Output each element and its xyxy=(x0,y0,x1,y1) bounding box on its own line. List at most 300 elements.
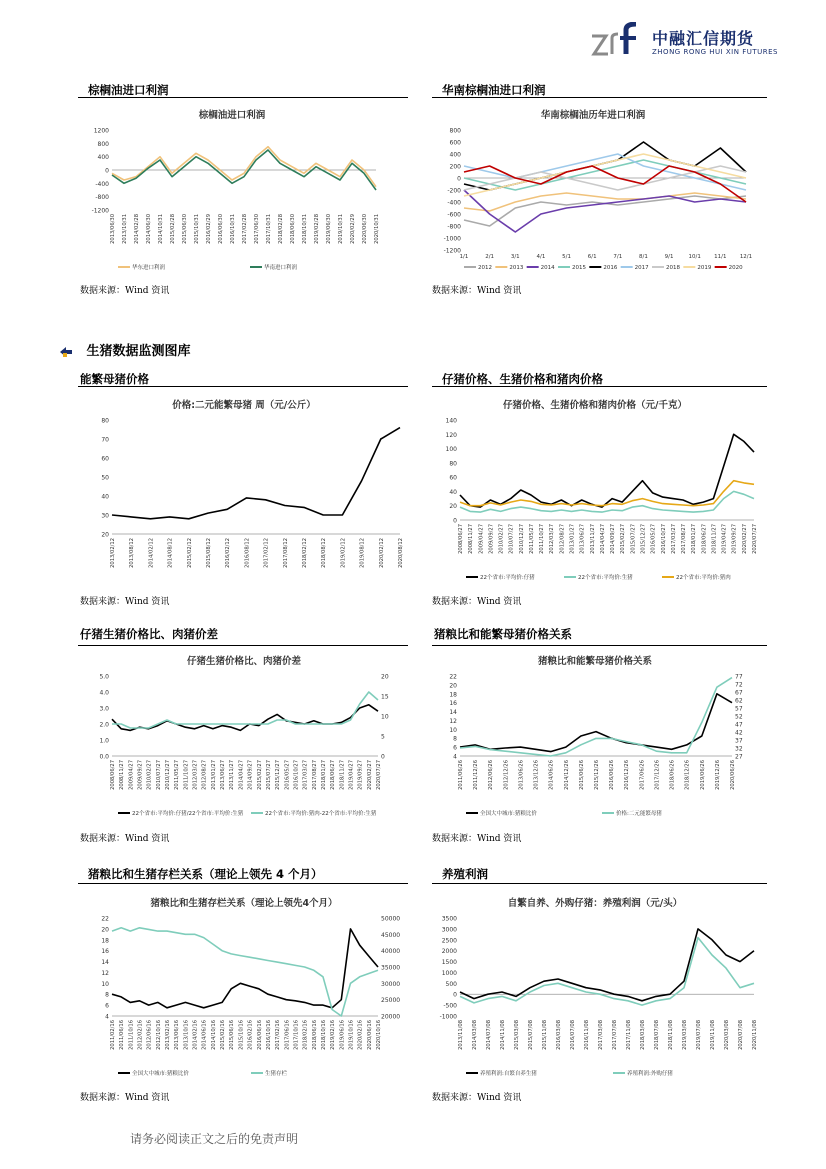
x-tick-label: 2018/12/26 xyxy=(684,760,691,790)
x-tick-label: 2018/03/08 xyxy=(640,1020,646,1050)
x-tick-label: 2013/08/12 xyxy=(129,538,136,568)
x-tick-label: 2008/11/27 xyxy=(468,524,475,554)
x-tick-label: 2015/02/12 xyxy=(186,538,193,568)
y-tick-label: 8 xyxy=(453,735,457,743)
x-tick-label: 6/1 xyxy=(587,254,597,260)
y-tick-label: 1200 xyxy=(93,127,109,135)
x-tick-label: 2014/02/28 xyxy=(134,214,140,244)
chart-title: 价格:二元能繁母猪 周（元/公斤） xyxy=(172,400,316,411)
x-tick-label: 2014/06/26 xyxy=(548,760,555,790)
chart-svg xyxy=(430,892,760,1080)
y-tick-label: 3000 xyxy=(441,926,457,934)
x-tick-label: 2019/03/08 xyxy=(682,1020,688,1050)
y2-tick-label: 15 xyxy=(381,693,389,701)
y-tick-label: 14 xyxy=(449,709,457,717)
x-tick-label: 2013/06/27 xyxy=(220,760,227,790)
x-tick-label: 2015/02/27 xyxy=(620,524,627,554)
y-tick-label: 2.0 xyxy=(99,721,109,729)
x-tick-label: 2018/02/12 xyxy=(302,538,308,568)
chart-svg xyxy=(430,394,760,584)
chart-svg xyxy=(82,394,406,584)
y-tick-label: 0 xyxy=(105,167,109,175)
legend-label: 2012 xyxy=(478,265,492,271)
data-source: 数据来源：Wind 资讯 xyxy=(432,597,522,607)
y2-tick-label: 57 xyxy=(735,705,743,713)
x-tick-label: 2013/06/30 xyxy=(110,214,116,244)
x-tick-label: 2008/06/27 xyxy=(110,760,116,790)
heading-rule xyxy=(432,883,767,884)
x-tick-label: 2014/03/08 xyxy=(472,1020,478,1050)
legend-label: 22个省市:平均价:猪肉 xyxy=(676,575,731,581)
x-tick-label: 2020/06/26 xyxy=(730,760,736,790)
x-tick-label: 2015/12/27 xyxy=(275,760,282,790)
y-tick-label: 140 xyxy=(445,417,457,425)
legend-label: 全国大中城市:猪粮比价 xyxy=(480,811,537,817)
chart xyxy=(82,394,406,584)
y-tick-label: 0.0 xyxy=(99,753,109,761)
x-tick-label: 2015/10/16 xyxy=(238,1020,245,1050)
legend-label: 华东进口利润 xyxy=(132,265,166,271)
y-tick-label: 70 xyxy=(101,436,109,444)
x-tick-label: 2019/08/12 xyxy=(359,538,366,568)
y-tick-label: 50 xyxy=(101,474,109,482)
x-tick-label: 2016/10/27 xyxy=(293,760,300,790)
y-tick-label: -200 xyxy=(447,187,461,195)
y2-tick-label: 52 xyxy=(735,713,743,721)
y-tick-label: -1200 xyxy=(91,207,109,215)
legend-label: 2016 xyxy=(603,265,618,271)
x-tick-label: 2019/06/30 xyxy=(326,214,332,244)
chart xyxy=(82,104,382,274)
heading-rule xyxy=(78,645,408,646)
x-tick-label: 2018/08/12 xyxy=(321,538,328,568)
x-tick-label: 2013/10/31 xyxy=(122,214,128,244)
y2-tick-label: 47 xyxy=(735,721,743,729)
y2-tick-label: 40000 xyxy=(381,948,401,956)
x-tick-label: 2014/10/31 xyxy=(158,214,164,244)
x-tick-label: 2012/10/16 xyxy=(155,1020,162,1050)
x-tick-label: 2018/07/08 xyxy=(654,1020,660,1050)
x-tick-label: 2014/11/08 xyxy=(500,1020,506,1050)
x-tick-label: 2017/02/28 xyxy=(242,214,248,244)
x-tick-label: 2011/05/27 xyxy=(174,760,181,790)
x-tick-label: 2013/11/27 xyxy=(589,524,596,554)
x-tick-label: 2019/09/27 xyxy=(731,524,738,554)
x-tick-label: 2020/06/30 xyxy=(362,214,368,244)
x-tick-label: 2018/06/16 xyxy=(311,1020,318,1050)
series-line xyxy=(460,434,754,507)
x-tick-label: 2015/06/30 xyxy=(182,214,188,244)
y-tick-label: 0 xyxy=(453,991,457,999)
chart xyxy=(82,892,406,1080)
series-line xyxy=(464,193,746,211)
chart-heading: 仔猪价格、生猪价格和猪肉价格 xyxy=(442,372,603,386)
y-tick-label: -800 xyxy=(447,223,461,231)
x-tick-label: 2011/10/16 xyxy=(128,1020,135,1050)
x-tick-label: 12/1 xyxy=(739,254,752,260)
x-tick-label: 2015/07/27 xyxy=(630,524,637,554)
x-tick-label: 2014/09/27 xyxy=(610,524,617,554)
legend-label: 2018 xyxy=(666,265,680,271)
legend-label: 2020 xyxy=(728,265,743,271)
y2-tick-label: 67 xyxy=(735,689,743,697)
data-source: 数据来源：Wind 资讯 xyxy=(80,1093,170,1103)
x-tick-label: 2013/11/27 xyxy=(229,760,236,790)
x-tick-label: 2019/09/27 xyxy=(357,760,364,790)
x-tick-label: 2014/02/12 xyxy=(148,538,155,568)
y-tick-label: -400 xyxy=(95,180,109,188)
x-tick-label: 2020/02/27 xyxy=(366,760,373,790)
heading-rule xyxy=(432,645,767,646)
x-tick-label: 2013/01/27 xyxy=(569,524,576,554)
data-source: 数据来源：Wind 资讯 xyxy=(432,286,522,296)
y-tick-label: 22 xyxy=(101,915,109,923)
x-tick-label: 2013/01/27 xyxy=(210,760,217,790)
x-tick-label: 2014/04/27 xyxy=(238,760,245,790)
x-tick-label: 2018/06/27 xyxy=(701,524,708,554)
y-tick-label: 200 xyxy=(449,163,461,171)
data-source: 数据来源：Wind 资讯 xyxy=(80,597,170,607)
x-tick-label: 2017/03/27 xyxy=(670,524,677,554)
x-tick-label: 2016/03/08 xyxy=(556,1020,562,1050)
y2-tick-label: 25000 xyxy=(381,997,401,1005)
y-tick-label: 14 xyxy=(101,959,109,967)
x-tick-label: 2014/08/12 xyxy=(167,538,174,568)
heading-rule xyxy=(78,386,408,387)
y-tick-label: 2000 xyxy=(441,948,457,956)
x-tick-label: 2018/01/27 xyxy=(320,760,327,790)
series-line xyxy=(464,142,746,190)
x-tick-label: 9/1 xyxy=(664,254,674,260)
x-tick-label: 2011/06/16 xyxy=(119,1020,126,1050)
x-tick-label: 2020/11/08 xyxy=(752,1020,758,1050)
y-tick-label: 1000 xyxy=(441,969,457,977)
x-tick-label: 2013/06/16 xyxy=(174,1020,181,1050)
x-tick-label: 2018/01/27 xyxy=(691,524,698,554)
x-tick-label: 2011/05/27 xyxy=(528,524,535,554)
x-tick-label: 2015/02/27 xyxy=(256,760,263,790)
x-tick-label: 2010/12/27 xyxy=(165,760,172,790)
x-tick-label: 2020/07/08 xyxy=(738,1020,744,1050)
legend-label: 22个省市:平均价:仔猪/22个省市:平均价:生猪 xyxy=(132,811,244,817)
chart-heading: 仔猪生猪价格比、肉猪价差 xyxy=(80,627,218,641)
y-tick-label: -1000 xyxy=(439,1013,457,1021)
y-tick-label: 600 xyxy=(449,139,461,147)
y2-tick-label: 35000 xyxy=(381,964,401,972)
x-tick-label: 2012/08/27 xyxy=(201,760,208,790)
y2-tick-label: 37 xyxy=(735,737,743,745)
x-tick-label: 10/1 xyxy=(688,254,701,260)
y-tick-label: 60 xyxy=(449,474,457,482)
x-tick-label: 2015/08/12 xyxy=(206,538,212,568)
x-tick-label: 7/1 xyxy=(613,254,623,260)
x-tick-label: 2017/12/26 xyxy=(654,760,661,790)
y2-tick-label: 5 xyxy=(381,733,385,741)
y2-tick-label: 77 xyxy=(735,673,743,681)
x-tick-label: 2019/02/28 xyxy=(314,214,320,244)
x-tick-label: 2016/10/27 xyxy=(660,524,667,554)
x-tick-label: 2015/10/31 xyxy=(194,214,200,244)
series-line xyxy=(460,678,732,756)
y-tick-label: 1.0 xyxy=(99,737,109,745)
y-tick-label: 0 xyxy=(457,175,461,183)
x-tick-label: 2012/06/16 xyxy=(146,1020,153,1050)
x-tick-label: 2017/03/27 xyxy=(302,760,309,790)
y2-tick-label: 20000 xyxy=(381,1013,401,1021)
x-tick-label: 2011/10/27 xyxy=(539,524,546,554)
x-tick-label: 2020/02/29 xyxy=(350,214,356,244)
x-tick-label: 2016/07/08 xyxy=(570,1020,576,1050)
y-tick-label: 400 xyxy=(97,154,109,162)
legend-label: 2015 xyxy=(572,265,586,271)
chart-title: 华南棕榈油历年进口利润 xyxy=(540,110,646,121)
x-tick-label: 2016/06/26 xyxy=(609,760,616,790)
x-tick-label: 2009/04/27 xyxy=(128,760,135,790)
legend-label: 2014 xyxy=(540,265,555,271)
x-tick-label: 2011/12/26 xyxy=(473,760,480,790)
x-tick-label: 2009/09/27 xyxy=(488,524,495,554)
x-tick-label: 2018/11/27 xyxy=(711,524,718,554)
x-tick-label: 2014/06/30 xyxy=(146,214,152,244)
x-tick-label: 2012/08/27 xyxy=(559,524,566,554)
y-tick-label: 4 xyxy=(453,753,457,761)
heading-rule xyxy=(78,97,408,98)
series-line xyxy=(112,428,400,519)
x-tick-label: 2011/06/26 xyxy=(458,760,464,790)
legend-label: 养殖利润:外购仔猪 xyxy=(627,1071,673,1077)
x-tick-label: 2012/03/27 xyxy=(549,524,556,554)
heading-rule xyxy=(78,883,408,884)
y-tick-label: 18 xyxy=(101,937,109,945)
y-tick-label: 500 xyxy=(445,980,457,988)
x-tick-label: 2017/06/16 xyxy=(284,1020,291,1050)
chart-heading: 棕榈油进口利润 xyxy=(88,83,169,97)
y2-tick-label: 62 xyxy=(735,697,743,705)
x-tick-label: 2017/10/16 xyxy=(293,1020,300,1050)
x-tick-label: 2015/06/26 xyxy=(578,760,585,790)
x-tick-label: 2020/02/16 xyxy=(357,1020,364,1050)
y2-tick-label: 0 xyxy=(381,753,385,761)
y2-tick-label: 32 xyxy=(735,745,743,753)
x-tick-label: 2020/08/12 xyxy=(398,538,404,568)
y-tick-label: 120 xyxy=(445,431,457,439)
chart-heading: 猪粮比和生猪存栏关系（理论上领先 4 个月） xyxy=(88,867,323,881)
data-source: 数据来源：Wind 资讯 xyxy=(432,1093,522,1103)
y-tick-label: 3500 xyxy=(441,915,457,923)
x-tick-label: 2020/02/27 xyxy=(741,524,748,554)
x-tick-label: 2015/02/16 xyxy=(220,1020,227,1050)
x-tick-label: 2009/04/27 xyxy=(478,524,485,554)
x-tick-label: 2010/07/27 xyxy=(155,760,162,790)
x-tick-label: 2020/10/16 xyxy=(376,1020,382,1050)
x-tick-label: 2009/09/27 xyxy=(137,760,144,790)
y-tick-label: 4 xyxy=(105,1013,109,1021)
heading-rule xyxy=(432,386,767,387)
x-tick-label: 2017/08/12 xyxy=(282,538,289,568)
x-tick-label: 2016/02/16 xyxy=(247,1020,254,1050)
x-tick-label: 1/1 xyxy=(459,254,469,260)
chart-title: 仔猪价格、生猪价格和猪肉价格（元/千克） xyxy=(503,400,687,411)
x-tick-label: 2019/04/27 xyxy=(348,760,355,790)
legend-label: 22个省市:平均价:仔猪 xyxy=(480,575,535,581)
y-tick-label: 22 xyxy=(449,673,457,681)
legend-label: 全国大中城市:猪粮比价 xyxy=(132,1071,189,1077)
section-title xyxy=(60,340,191,359)
x-tick-label: 2013/10/16 xyxy=(183,1020,190,1050)
x-tick-label: 2016/05/27 xyxy=(284,760,291,790)
x-tick-label: 2019/10/31 xyxy=(338,214,344,244)
x-tick-label: 2013/11/08 xyxy=(458,1020,464,1050)
x-tick-label: 5/1 xyxy=(562,254,571,260)
x-tick-label: 2013/06/26 xyxy=(518,760,525,790)
chart-title: 仔猪生猪价格比、肉猪价差 xyxy=(186,656,302,667)
data-source: 数据来源：Wind 资讯 xyxy=(80,834,170,844)
x-tick-label: 2016/12/26 xyxy=(624,760,631,790)
series-line xyxy=(460,938,754,1006)
x-tick-label: 2/1 xyxy=(485,254,495,260)
y2-tick-label: 72 xyxy=(735,681,743,689)
x-tick-label: 2020/07/27 xyxy=(752,524,758,554)
x-tick-label: 2018/06/27 xyxy=(330,760,337,790)
x-tick-label: 2020/03/08 xyxy=(724,1020,730,1050)
x-tick-label: 2018/10/31 xyxy=(302,214,308,244)
x-tick-label: 2014/07/08 xyxy=(486,1020,492,1050)
x-tick-label: 2015/12/26 xyxy=(594,760,600,790)
x-tick-label: 2019/11/08 xyxy=(710,1020,716,1050)
x-tick-label: 2014/09/27 xyxy=(247,760,254,790)
y2-tick-label: 27 xyxy=(735,753,743,761)
y-tick-label: 40 xyxy=(101,493,109,501)
x-tick-label: 2014/06/16 xyxy=(201,1020,208,1050)
x-tick-label: 2017/03/08 xyxy=(598,1020,604,1050)
y-tick-label: 5.0 xyxy=(99,673,109,681)
x-tick-label: 2015/07/27 xyxy=(265,760,272,790)
legend-label: 2019 xyxy=(697,265,712,271)
legend-label: 22个省市:平均价:猪肉-22个省市:平均价:生猪 xyxy=(265,811,377,817)
section-title-text: 生猪数据监测图库 xyxy=(86,344,191,359)
series-line xyxy=(460,929,754,1001)
company-logo xyxy=(590,18,790,62)
y2-tick-label: 50000 xyxy=(381,915,401,923)
y2-tick-label: 42 xyxy=(735,729,743,737)
y-tick-label: 12 xyxy=(449,717,457,725)
x-tick-label: 2013/12/26 xyxy=(533,760,540,790)
x-tick-label: 2010/07/27 xyxy=(508,524,515,554)
x-tick-label: 2014/02/16 xyxy=(192,1020,199,1050)
chart xyxy=(434,104,752,274)
x-tick-label: 2010/12/27 xyxy=(518,524,525,554)
logo-mark-icon xyxy=(590,22,648,58)
x-tick-label: 2013/06/27 xyxy=(579,524,586,554)
x-tick-label: 2017/06/30 xyxy=(254,214,260,244)
x-tick-label: 2019/10/16 xyxy=(348,1020,355,1050)
y-tick-label: -1200 xyxy=(443,247,461,255)
y-tick-label: 18 xyxy=(449,691,457,699)
y-tick-label: 16 xyxy=(101,948,109,956)
chart xyxy=(430,892,760,1080)
x-tick-label: 2017/02/12 xyxy=(263,538,270,568)
footer-disclaimer: 请务必阅读正文之后的免责声明 xyxy=(130,1132,299,1146)
x-tick-label: 2018/02/28 xyxy=(278,214,284,244)
x-tick-label: 2014/04/27 xyxy=(599,524,606,554)
y-tick-label: 10 xyxy=(449,726,457,734)
x-tick-label: 2016/10/31 xyxy=(230,214,236,244)
logo-chinese-name: 中融汇信期货 xyxy=(652,29,755,48)
y-tick-label: 6 xyxy=(453,744,457,752)
y-tick-label: 800 xyxy=(97,140,109,148)
legend-label: 华南进口利润 xyxy=(264,265,298,271)
legend-label: 2017 xyxy=(634,265,649,271)
x-tick-label: 2017/11/08 xyxy=(626,1020,632,1050)
legend-label: 2013 xyxy=(509,265,524,271)
heading-rule xyxy=(432,97,767,98)
x-tick-label: 2016/08/12 xyxy=(244,538,251,568)
x-tick-label: 2019/06/16 xyxy=(339,1020,346,1050)
x-tick-label: 11/1 xyxy=(714,254,727,260)
x-tick-label: 3/1 xyxy=(510,254,520,260)
chart-title: 猪粮比和能繁母猪价格关系 xyxy=(537,656,653,667)
chart-title: 棕榈油进口利润 xyxy=(198,110,266,121)
x-tick-label: 2016/06/30 xyxy=(218,214,224,244)
y-tick-label: 3.0 xyxy=(99,705,109,713)
chart xyxy=(430,650,760,820)
logo-english-name: ZHONG RONG HUI XIN FUTURES xyxy=(652,48,778,56)
y-tick-label: 16 xyxy=(449,700,457,708)
y-tick-label: 4.0 xyxy=(99,689,109,697)
x-tick-label: 4/1 xyxy=(536,254,546,260)
x-tick-label: 2018/10/16 xyxy=(320,1020,327,1050)
x-tick-label: 2016/02/29 xyxy=(206,214,212,244)
x-tick-label: 2010/02/27 xyxy=(146,760,153,790)
y2-tick-label: 10 xyxy=(381,713,389,721)
x-tick-label: 2015/12/27 xyxy=(640,524,647,554)
y-tick-label: 30 xyxy=(101,512,109,520)
x-tick-label: 2013/02/12 xyxy=(110,538,116,568)
y-tick-label: 1500 xyxy=(441,959,457,967)
x-tick-label: 2017/08/27 xyxy=(311,760,318,790)
x-tick-label: 2018/06/26 xyxy=(669,760,676,790)
y-tick-label: 12 xyxy=(101,969,109,977)
x-tick-label: 2012/03/27 xyxy=(192,760,199,790)
y-tick-label: 100 xyxy=(445,446,457,454)
y-tick-label: 20 xyxy=(449,682,457,690)
x-tick-label: 2014/12/26 xyxy=(563,760,570,790)
y2-tick-label: 20 xyxy=(381,673,389,681)
section-bullet-icon xyxy=(60,347,72,357)
chart-svg xyxy=(434,104,752,274)
data-source: 数据来源：Wind 资讯 xyxy=(432,834,522,844)
chart-svg xyxy=(430,650,760,820)
x-tick-label: 2016/06/16 xyxy=(256,1020,263,1050)
x-tick-label: 2017/06/26 xyxy=(639,760,646,790)
y-tick-label: 80 xyxy=(449,460,457,468)
y-tick-label: -800 xyxy=(95,194,109,202)
x-tick-label: 2016/05/27 xyxy=(650,524,657,554)
x-tick-label: 2019/02/12 xyxy=(340,538,347,568)
x-tick-label: 2018/06/30 xyxy=(290,214,296,244)
y-tick-label: 60 xyxy=(101,455,109,463)
legend-label: 养殖利润:自繁自养生猪 xyxy=(480,1071,537,1077)
x-tick-label: 2008/06/27 xyxy=(458,524,464,554)
x-tick-label: 2018/11/08 xyxy=(668,1020,674,1050)
y-tick-label: 800 xyxy=(449,127,461,135)
y-tick-label: 20 xyxy=(101,531,109,539)
y-tick-label: 20 xyxy=(449,503,457,511)
data-source: 数据来源：Wind 资讯 xyxy=(80,286,170,296)
y-tick-label: 20 xyxy=(101,926,109,934)
y-tick-label: 0 xyxy=(453,517,457,525)
x-tick-label: 2019/07/08 xyxy=(696,1020,702,1050)
